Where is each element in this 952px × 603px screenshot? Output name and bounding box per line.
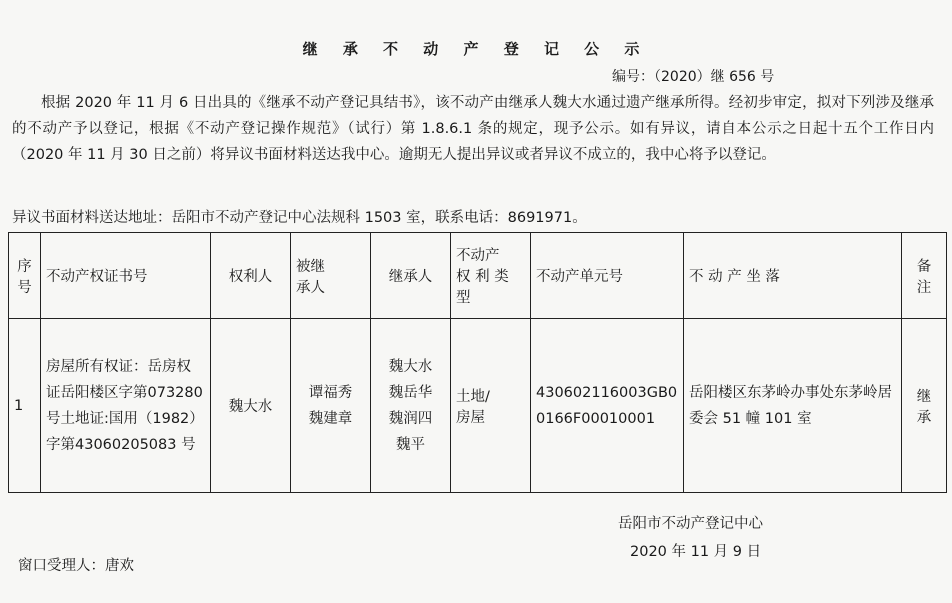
cell-seq: 1	[9, 319, 41, 493]
cell-decedent: 谭福秀 魏建章	[291, 319, 371, 493]
table-header-row	[9, 233, 947, 319]
cell-right-type: 土地/ 房屋	[451, 319, 531, 493]
cell-heir: 魏大水 魏岳华 魏润四 魏平	[371, 319, 451, 493]
header-right-type: 不动产 权 利 类 型	[451, 233, 531, 319]
header-cert-no: 不动产权证书号	[41, 233, 211, 319]
cell-unit-no: 430602116003GB00166F00010001	[531, 319, 684, 493]
header-decedent: 被继 承人	[291, 233, 371, 319]
cell-remark: 继 承	[902, 319, 947, 493]
notice-title: 继 承 不 动 产 登 记 公 示	[302, 40, 650, 58]
cell-location: 岳阳楼区东茅岭办事处东茅岭居委会 51 幢 101 室	[684, 319, 902, 493]
document-number: 编号：（2020）继 656 号	[612, 69, 775, 85]
header-right-holder: 权利人	[211, 233, 291, 319]
cell-cert-no: 房屋所有权证：岳房权证岳阳楼区字第073280 号土地证:国用（1982）字第43060205083 号	[41, 319, 211, 493]
issuing-authority: 岳阳市不动产登记中心	[618, 516, 763, 532]
property-table	[8, 232, 947, 493]
issue-date: 2020 年 11 月 9 日	[630, 544, 762, 560]
objection-address: 异议书面材料送达地址：岳阳市不动产登记中心法规科 1503 室，联系电话：8691971。	[12, 210, 587, 226]
cell-right-holder: 魏大水	[211, 319, 291, 493]
header-seq: 序 号	[9, 233, 41, 319]
window-clerk: 窗口受理人：唐欢	[18, 558, 134, 574]
notice-body: 根据 2020 年 11 月 6 日出具的《继承不动产登记具结书》，该不动产由继承人魏大水通过遗产继承所得。经初步审定，拟对下列涉及继承的不动产予以登记，根据《不动产登记操作规范》（试行）第 1.8.6.1 条的规定，现予公示。如有异议，请自本公示之日起十五个工作日内（2020 年 11 月 30 日之前）将异议书面材料送达我中心。逾期无人提出异议或者异议不成立的，我中心将予以登记。	[12, 95, 934, 163]
header-unit-no: 不动产单元号	[531, 233, 684, 319]
header-remark: 备 注	[902, 233, 947, 319]
table-row	[9, 319, 947, 493]
header-heir: 继承人	[371, 233, 451, 319]
header-location: 不 动 产 坐 落	[684, 233, 902, 319]
